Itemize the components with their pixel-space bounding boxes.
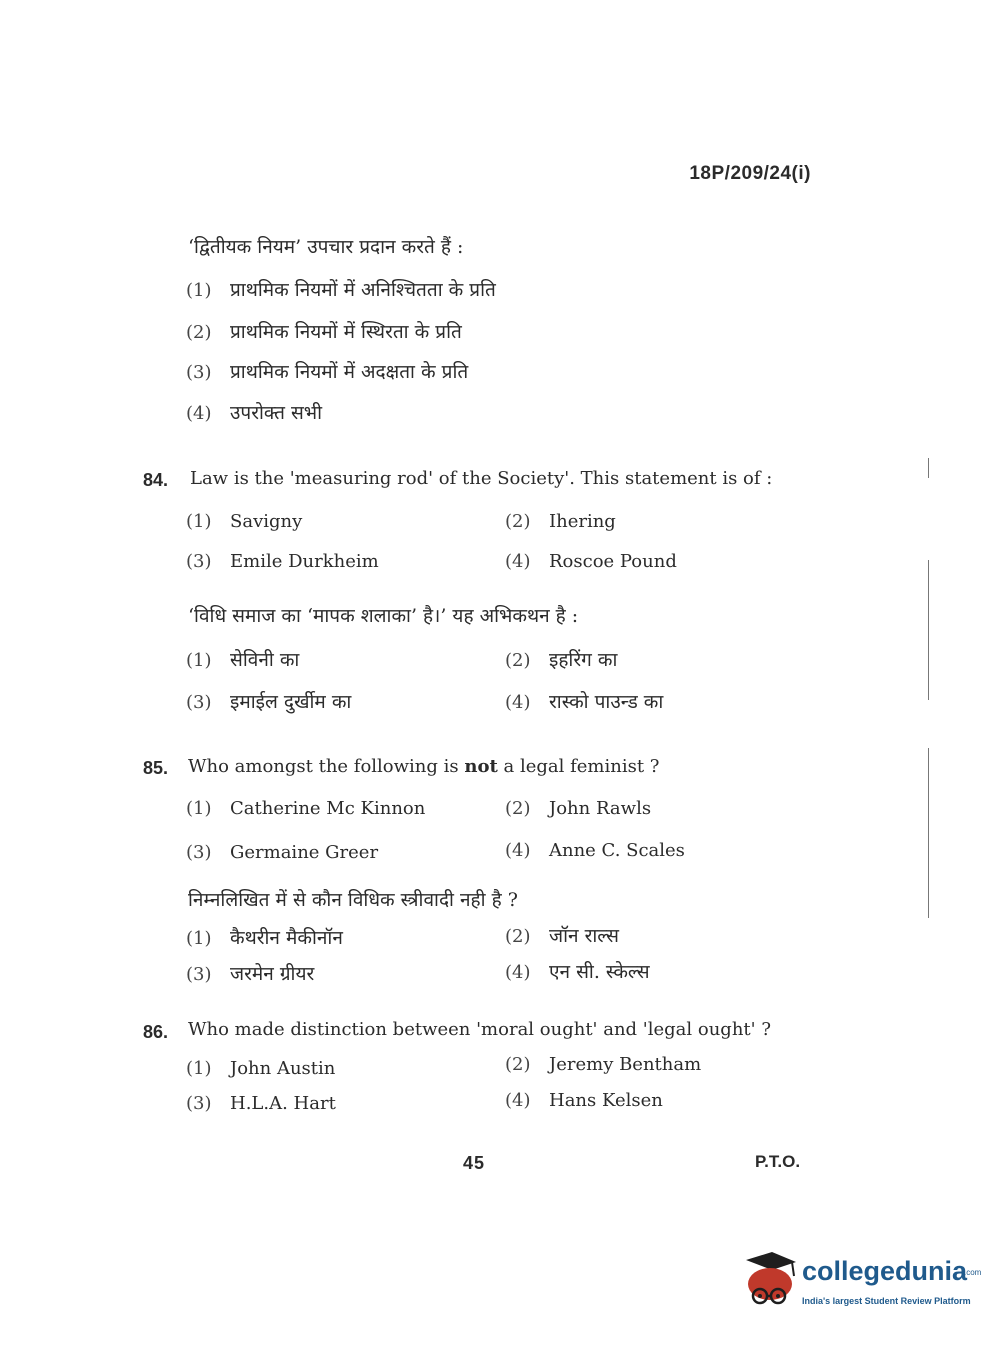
- option-text: Catherine Mc Kinnon: [230, 798, 426, 819]
- option-number: (2): [505, 926, 531, 947]
- option-text: John Rawls: [549, 798, 652, 819]
- q83-hindi-option-1: [186, 276, 496, 302]
- option-number: (1): [186, 511, 212, 532]
- option-number: (2): [186, 322, 212, 343]
- option-number: (3): [186, 964, 212, 985]
- q84-hindi-option-2: [505, 646, 617, 672]
- q83-hindi-option-4: [186, 399, 322, 425]
- option-text: Emile Durkheim: [230, 551, 379, 572]
- margin-mark: [928, 560, 929, 700]
- q85-hindi-stem: निम्नलिखित में से कौन विधिक स्त्रीवादी नही है ?: [188, 889, 518, 911]
- option-text: Jeremy Bentham: [549, 1054, 702, 1075]
- option-text: Germaine Greer: [230, 842, 379, 863]
- q84-option-1: [186, 511, 302, 532]
- q86-option-4: [505, 1090, 663, 1111]
- q84-option-3: [186, 551, 379, 572]
- q85-option-4: [505, 840, 685, 861]
- option-text: Hans Kelsen: [549, 1090, 663, 1111]
- q85-option-3: [186, 842, 378, 863]
- option-text: प्राथमिक नियमों में अदक्षता के प्रति: [230, 361, 469, 383]
- margin-mark: [928, 458, 929, 478]
- q84-number: 84.: [143, 470, 169, 490]
- option-text: Anne C. Scales: [549, 840, 685, 861]
- pto-label: P.T.O.: [755, 1152, 801, 1171]
- option-number: (4): [505, 1090, 531, 1111]
- q86-number: 86.: [143, 1022, 169, 1042]
- option-text: Roscoe Pound: [549, 551, 677, 572]
- q84-stem: Law is the 'measuring rod' of the Society'. This statement is of :: [190, 468, 773, 489]
- q86-stem: Who made distinction between 'moral ought' and 'legal ought' ?: [188, 1019, 771, 1040]
- option-number: (3): [186, 1093, 212, 1114]
- page-number: 45: [463, 1153, 486, 1173]
- option-number: (4): [505, 840, 531, 861]
- option-number: (1): [186, 280, 212, 301]
- q83-hindi-option-3: [186, 358, 468, 384]
- option-number: (2): [505, 798, 531, 819]
- q86-option-1: [186, 1058, 335, 1079]
- option-text: जॉन राल्स: [549, 925, 619, 947]
- q84-hindi-option-3: [186, 688, 351, 714]
- q85-stem-start: Who amongst the following is: [188, 756, 465, 777]
- option-number: (4): [505, 692, 531, 713]
- option-number: (1): [186, 798, 212, 819]
- logo-domain: .com: [964, 1268, 982, 1277]
- option-text: इहरिंग का: [549, 649, 618, 671]
- q85-option-2: [505, 798, 651, 819]
- option-text: कैथरीन मैकीनॉन: [230, 927, 343, 949]
- option-number: (1): [186, 928, 212, 949]
- option-number: (4): [186, 403, 212, 424]
- option-text: जरमेन ग्रीयर: [230, 963, 315, 985]
- collegedunia-watermark: [742, 1250, 982, 1320]
- q85-stem: [188, 756, 659, 777]
- option-text: H.L.A. Hart: [230, 1093, 336, 1114]
- q84-hindi-stem: ‘विधि समाज का ‘मापक शलाका’ है।’ यह अभिकथन है :: [188, 605, 579, 627]
- q83-hindi-option-2: [186, 318, 462, 344]
- q86-option-3: [186, 1093, 336, 1114]
- q85-option-1: [186, 798, 425, 819]
- margin-mark: [928, 748, 929, 918]
- option-text: एन सी. स्केल्स: [549, 961, 650, 983]
- q85-number: 85.: [143, 758, 169, 778]
- paper-code: 18P/209/24(i): [689, 163, 811, 184]
- q86-option-2: [505, 1054, 701, 1075]
- option-number: (3): [186, 362, 212, 383]
- option-number: (2): [505, 650, 531, 671]
- option-text: Ihering: [549, 511, 616, 532]
- q83-hindi-stem: ‘द्वितीयक नियम’ उपचार प्रदान करते हैं :: [188, 236, 464, 258]
- option-number: (3): [186, 692, 212, 713]
- option-text: सेविनी का: [230, 649, 300, 671]
- q85-hindi-option-1: [186, 924, 343, 950]
- q84-hindi-option-1: [186, 646, 299, 672]
- q85-hindi-option-2: [505, 922, 619, 948]
- q84-option-4: [505, 551, 677, 572]
- option-number: (3): [186, 842, 212, 863]
- option-number: (1): [186, 1058, 212, 1079]
- option-text: रास्को पाउन्ड का: [549, 691, 664, 713]
- option-text: इमाईल दुर्खीम का: [230, 691, 352, 713]
- option-text: प्राथमिक नियमों में अनिश्चितता के प्रति: [230, 279, 496, 301]
- option-number: (4): [505, 962, 531, 983]
- q85-stem-emphasis: not: [464, 756, 498, 777]
- option-number: (3): [186, 551, 212, 572]
- option-text: उपरोक्त सभी: [230, 402, 323, 424]
- logo-tagline: India's largest Student Review Platform: [802, 1296, 971, 1306]
- option-number: (2): [505, 511, 531, 532]
- option-number: (1): [186, 650, 212, 671]
- option-number: (2): [505, 1054, 531, 1075]
- q84-hindi-option-4: [505, 688, 663, 714]
- option-text: John Austin: [230, 1058, 336, 1079]
- q85-hindi-option-3: [186, 960, 314, 986]
- option-text: प्राथमिक नियमों में स्थिरता के प्रति: [230, 321, 462, 343]
- logo-wordmark: collegedunia: [802, 1256, 968, 1286]
- q85-stem-end: a legal feminist ?: [497, 756, 660, 777]
- option-text: Savigny: [230, 511, 303, 532]
- q85-hindi-option-4: [505, 958, 650, 984]
- mascot-icon: [742, 1250, 800, 1312]
- option-number: (4): [505, 551, 531, 572]
- q84-option-2: [505, 511, 616, 532]
